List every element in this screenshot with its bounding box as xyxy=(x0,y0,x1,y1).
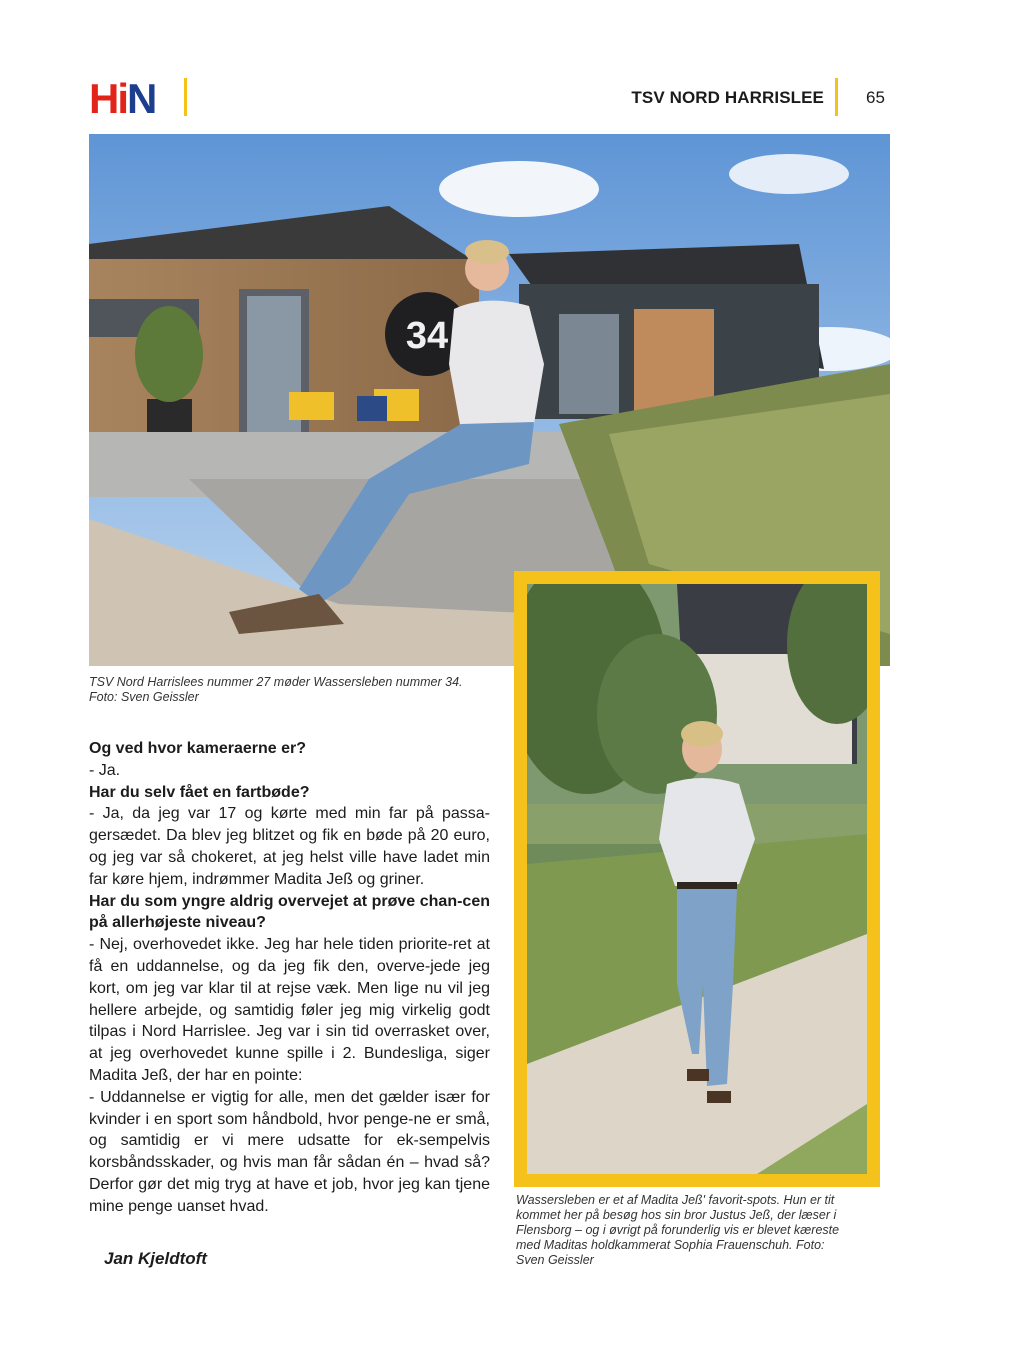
header-divider-right xyxy=(835,78,838,116)
question: Har du selv fået en fartbøde? xyxy=(89,783,310,801)
main-photo-caption xyxy=(89,675,509,705)
inset-caption-line: Sven Geissler xyxy=(516,1253,594,1267)
page-number: 65 xyxy=(866,88,885,107)
answer: - Nej, overhovedet ikke. Jeg har hele tiden priorite-ret at få en uddannelse, og da jeg fik den, overve-jede jeg kort, om jeg var klar til at rejse væk. Men lige nu vil jeg hellere arbejde, og samtidig føler jeg mig virkelig godt tilpas i Nord Harrislee. Jeg var i sin tid overrasket over, at jeg overhovedet kunne spille i 2. Bundesliga, siger Madita Jeß, der har en pointe: xyxy=(89,936,490,1084)
answer: - Ja, da jeg var 17 og kørte med min far på passa-gersædet. Da blev jeg blitzet og fik en bøde på 20 euro, og jeg var så chokeret, at jeg helst ville have ladet min far køre hjem, indrømmer Madita Jeß og griner. xyxy=(89,805,490,888)
inset-caption-line: med Maditas holdkammerat Sophia Frauenschuh. Foto: xyxy=(516,1238,825,1252)
inset-caption-line: Wassersleben er et af Madita Jeß' favorit-spots. Hun er tit xyxy=(516,1193,835,1207)
hin-logo xyxy=(89,75,157,122)
logo-letter: N xyxy=(127,75,157,122)
section-title: TSV NORD HARRISLEE xyxy=(631,88,824,107)
article-body xyxy=(89,738,490,1218)
logo-letter: i xyxy=(117,75,128,122)
sign-number: 34 xyxy=(405,315,449,357)
photo-walking-icon xyxy=(527,584,867,1174)
header-divider-left xyxy=(184,78,187,116)
question: Har du som yngre aldrig overvejet at prøve chan-cen på allerhøjeste niveau? xyxy=(89,892,490,932)
inset-caption-line: Flensborg – og i øvrigt på forunderlig vis er blevet kæreste xyxy=(516,1223,840,1237)
answer: - Uddannelse er vigtig for alle, men det gælder især for kvinder i en sport som håndbold, hvor penge-ne er små, og samtidig er vi mere udsatte for ek-sempelvis korsbåndsskader, og hvis man får sådan én – hvad så? Derfor gør det mig tryg at have et job, hvor jeg kan tjene mine penge uanset hvad. xyxy=(89,1088,490,1215)
inset-photo-caption xyxy=(516,1193,888,1268)
question: Og ved hvor kameraerne er? xyxy=(89,740,306,757)
main-caption-credit: Foto: Sven Geissler xyxy=(89,690,199,704)
logo-letter: H xyxy=(89,75,118,122)
byline: Jan Kjeldtoft xyxy=(104,1249,207,1268)
answer: - Ja. xyxy=(89,761,121,779)
inset-caption-line: kommet her på besøg hos sin bror Justus Jeß, der læser i xyxy=(516,1208,837,1222)
main-caption-line: TSV Nord Harrislees nummer 27 møder Wassersleben nummer 34. xyxy=(89,675,463,689)
inset-photo xyxy=(527,584,867,1174)
